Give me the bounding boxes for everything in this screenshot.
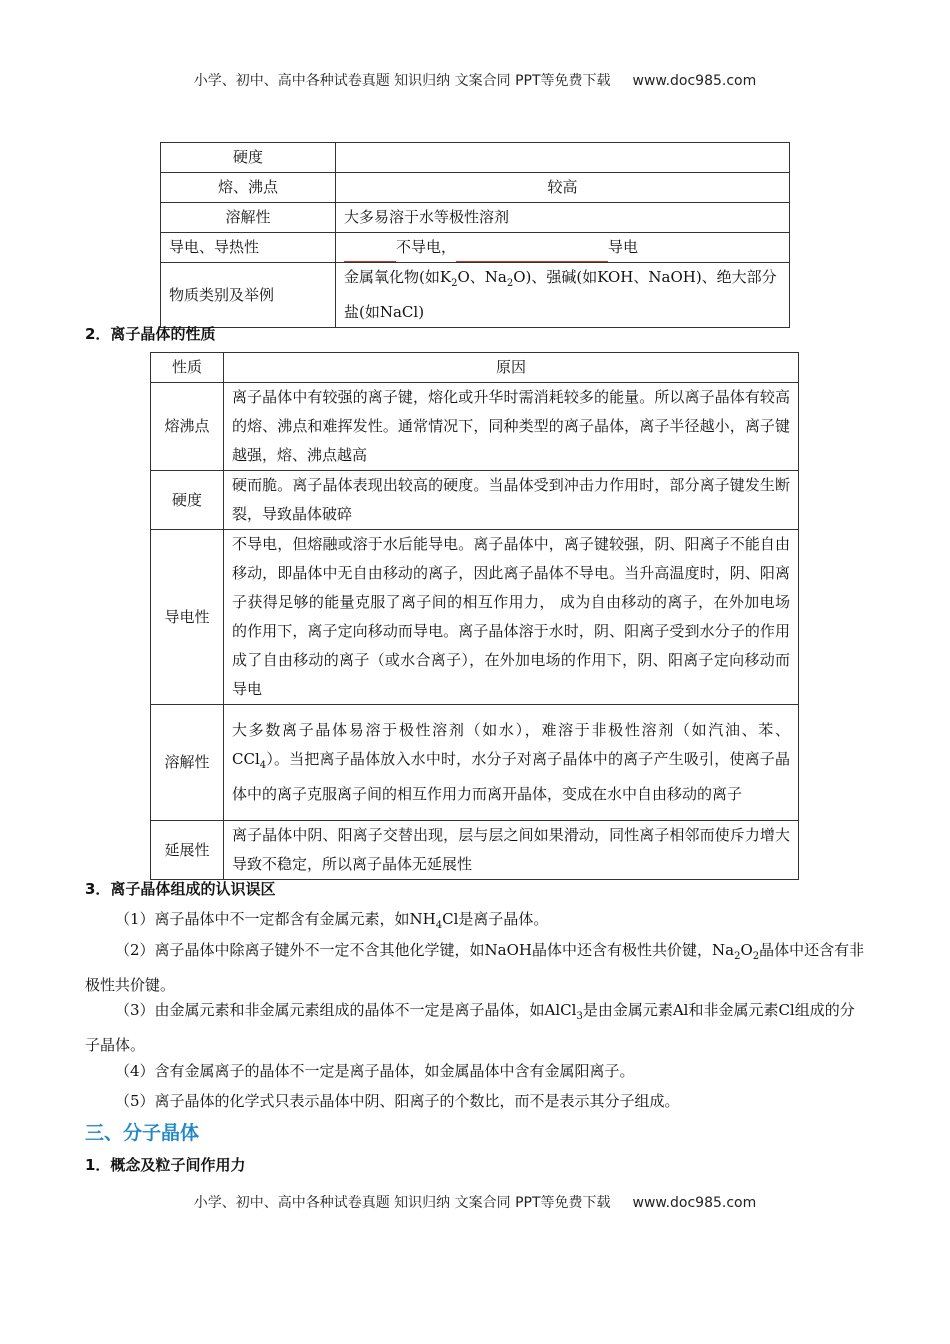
row-value [336, 143, 790, 173]
footer-url[interactable]: www.doc985.com [632, 1195, 757, 1211]
table-row [161, 203, 790, 233]
paragraph: （4）含有金属离子的晶体不一定是离子晶体，如金属晶体中含有金属阳离子。 [115, 1062, 635, 1080]
table-row [151, 821, 799, 880]
row-value: 大多数离子晶体易溶于极性溶剂（如水），难溶于非极性溶剂（如汽油、苯、CCl$_4$）。当把离子晶体放入水中时，水分子对离子晶体中的离子产生吸引，使离子晶体中的离子克服离子间的相互作用力而离开晶体，变成在水中自由移动的离子 [224, 705, 799, 821]
header-text: 小学、初中、高中各种试卷真题 知识归纳 文案合同 PPT等免费下载 [193, 73, 611, 89]
column-header: 性质 [151, 353, 224, 383]
fill-blank [456, 241, 608, 262]
row-label: 溶解性 [161, 203, 336, 233]
row-value [336, 233, 790, 263]
table-row [161, 233, 790, 263]
ionic-crystal-reasons-table [150, 352, 799, 880]
table-row [151, 353, 799, 383]
row-label: 硬度 [151, 471, 224, 530]
table-row [161, 263, 790, 328]
row-label: 熔沸点 [151, 383, 224, 471]
blank-text: 导电 [608, 238, 639, 256]
page-footer [0, 1192, 950, 1212]
footer-text: 小学、初中、高中各种试卷真题 知识归纳 文案合同 PPT等免费下载 [193, 1195, 611, 1211]
row-value: 硬而脆。离子晶体表现出较高的硬度。当晶体受到冲击力作用时，部分离子键发生断裂，导致晶体破碎 [224, 471, 799, 530]
blank-text: 不导电， [396, 238, 457, 256]
row-label: 溶解性 [151, 705, 224, 821]
row-label: 物质类别及举例 [161, 263, 336, 328]
section-heading: 2．离子晶体的性质 [85, 325, 216, 343]
paragraph: （5）离子晶体的化学式只表示晶体中阴、阳离子的个数比，而不是表示其分子组成。 [115, 1092, 680, 1110]
row-value: 离子晶体中有较强的离子键，熔化或升华时需消耗较多的能量。所以离子晶体有较高的熔、沸点和难挥发性。通常情况下，同种类型的离子晶体，离子半径越小，离子键越强，熔、沸点越高 [224, 383, 799, 471]
table-row [151, 383, 799, 471]
row-value: 离子晶体中阴、阳离子交替出现，层与层之间如果滑动，同性离子相邻而使斥力增大导致不稳定，所以离子晶体无延展性 [224, 821, 799, 880]
table-row [151, 471, 799, 530]
row-value: 较高 [336, 173, 790, 203]
fill-blank [344, 241, 396, 262]
section-heading: 3．离子晶体组成的认识误区 [85, 880, 276, 898]
row-value: 大多易溶于水等极性溶剂 [336, 203, 790, 233]
table-row [151, 530, 799, 705]
section-heading: 1．概念及粒子间作用力 [85, 1156, 246, 1174]
row-label: 导电性 [151, 530, 224, 705]
table-row [161, 173, 790, 203]
row-label: 硬度 [161, 143, 336, 173]
page-header [0, 70, 950, 90]
chapter-heading: 三、分子晶体 [85, 1122, 200, 1144]
table-row [151, 705, 799, 821]
table-row [161, 143, 790, 173]
paragraph: （2）离子晶体中除离子键外不一定不含其他化学键，如NaOH晶体中还含有极性共价键，$Na_2O_2$晶体中还含有非极性共价键。 [85, 941, 865, 994]
row-label: 导电、导热性 [161, 233, 336, 263]
paragraph: （1）离子晶体中不一定都含有金属元素，如$NH_4Cl$是离子晶体。 [115, 910, 549, 931]
row-label: 熔、沸点 [161, 173, 336, 203]
row-value: 金属氧化物(如$K_2O$、$Na_2O$)、强碱(如KOH、NaOH)、绝大部分盐(如NaCl) [336, 263, 790, 328]
row-value: 不导电，但熔融或溶于水后能导电。离子晶体中，离子键较强，阴、阳离子不能自由移动，即晶体中无自由移动的离子，因此离子晶体不导电。当升高温度时，阴、阳离子获得足够的能量克服了离子间的相互作用力， 成为自由移动的离子，在外加电场的作用下，离子定向移动而导电。离子晶体溶于水时，阴、阳离子受到水分子的作用成了自由移动的离子（或水合离子），在外加电场的作用下，阴、阳离子定向移动而导电 [224, 530, 799, 705]
paragraph: （3）由金属元素和非金属元素组成的晶体不一定是离子晶体，如AlCl$_3$是由金属元素Al和非金属元素Cl组成的分子晶体。 [85, 1001, 855, 1054]
row-label: 延展性 [151, 821, 224, 880]
header-url[interactable]: www.doc985.com [632, 73, 757, 89]
ionic-crystal-properties-table [160, 142, 790, 328]
column-header: 原因 [224, 353, 799, 383]
